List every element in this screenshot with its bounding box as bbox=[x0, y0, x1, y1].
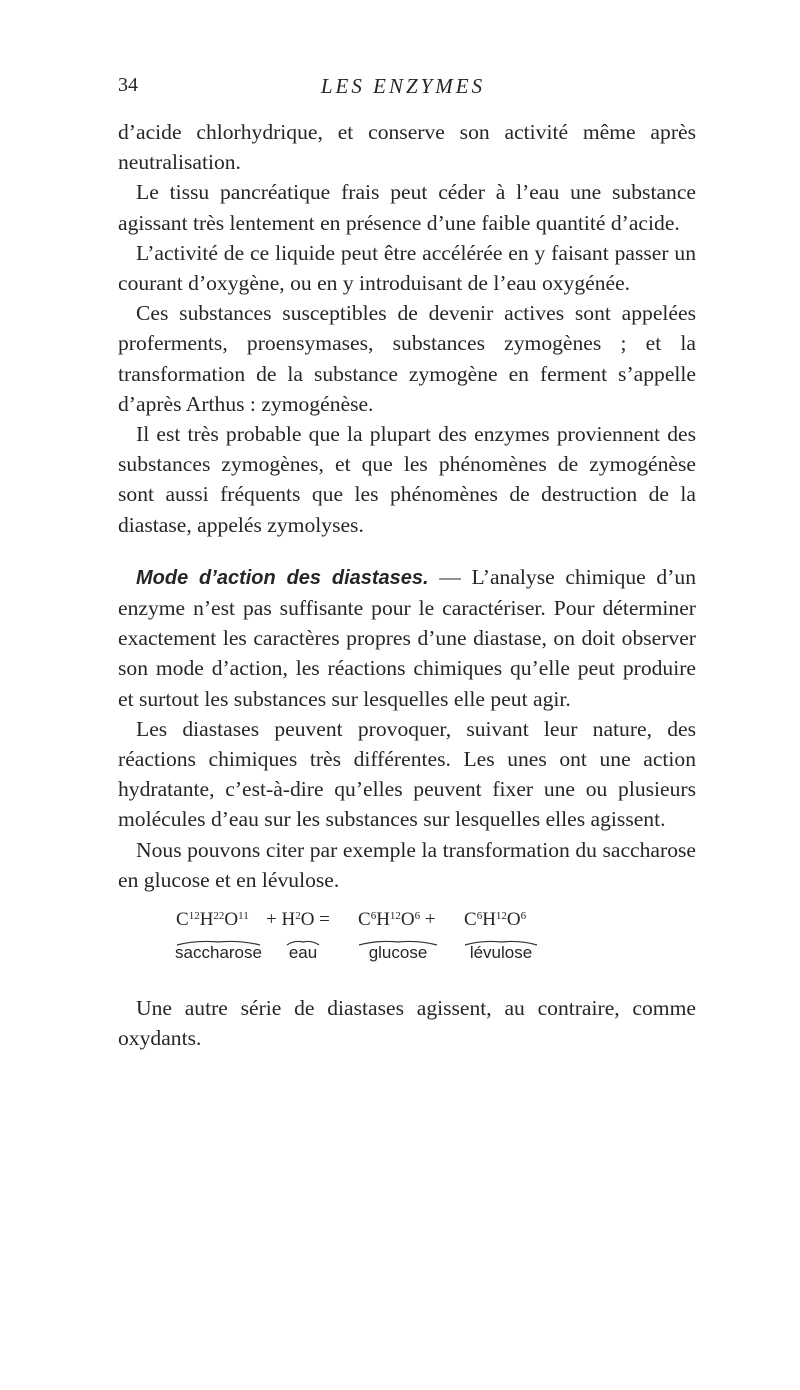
equation-term-saccharose: $C^{12}H^{22}O^{11}$ bbox=[176, 909, 249, 931]
paragraph: Il est très probable que la plupart des enzymes proviennent des substances zymogènes, et que les phénomènes de zymogénèse sont aussi fréquents que les phénomènes de destruction de la diastase, appelés zymolyses. bbox=[118, 422, 696, 537]
label-glucose: glucose bbox=[368, 943, 428, 963]
section-paragraph bbox=[118, 562, 696, 714]
label-eau: eau bbox=[288, 943, 318, 963]
chemical-equation bbox=[118, 909, 696, 979]
section-heading-text: — L’analyse chimique d’un enzyme n’est pas suffisante pour le caractériser. Pour déterminer exactement les caractères propres d’une diastase, on doit observer son mode d’action, les réactions chimiques qu’elle peut produire et surtout les substances sur lesquelles elle peut agir. bbox=[118, 564, 696, 711]
equation-term-levulose: $C^6H^{12}O^6$ bbox=[464, 909, 527, 931]
paragraph: Le tissu pancréatique frais peut céder à l’eau une substance agissant très lentement en présence d’une faible quantité d’acide. bbox=[118, 180, 696, 235]
paragraph-closing: Une autre série de diastases agissent, au contraire, comme oxydants. bbox=[118, 996, 696, 1051]
label-levulose: lévulose bbox=[469, 943, 533, 963]
paragraph: Nous pouvons citer par exemple la transformation du saccharose en glucose et en lévulose. bbox=[118, 837, 696, 892]
paragraph: Les diastases peuvent provoquer, suivant leur nature, des réactions chimiques très différentes. Les unes ont une action hydratante, c’est-à-dire qu’elles peuvent fixer une ou plusieurs molécules d’eau sur les substances sur lesquelles elles agissent. bbox=[118, 716, 696, 832]
equation-term-eau: + $H^2O$ = bbox=[266, 909, 330, 931]
page-body bbox=[118, 117, 696, 1053]
running-title: LES ENZYMES bbox=[320, 74, 486, 98]
section-heading: Mode d’action des diastases. bbox=[136, 566, 429, 589]
paragraph: L’activité de ce liquide peut être accélérée en y faisant passer un courant d’oxygène, ou en y introduisant de l’eau oxygénée. bbox=[118, 240, 696, 296]
paragraph: Ces substances susceptibles de devenir actives sont appelées proferments, proensymases, substances zymogènes ; et la transformation de la substance zymogène en ferment s’appelle d’après Arthus : zymogénèse. bbox=[118, 301, 696, 416]
page-number: 34 bbox=[118, 74, 138, 96]
paragraph-continuation: d’acide chlorhydrique, et conserve son activité même après neutralisation. bbox=[118, 120, 696, 175]
page-header bbox=[118, 74, 688, 104]
equation-term-glucose: $C^6H^{12}O^6$ + bbox=[358, 909, 436, 931]
label-saccharose: saccharose bbox=[175, 943, 262, 963]
